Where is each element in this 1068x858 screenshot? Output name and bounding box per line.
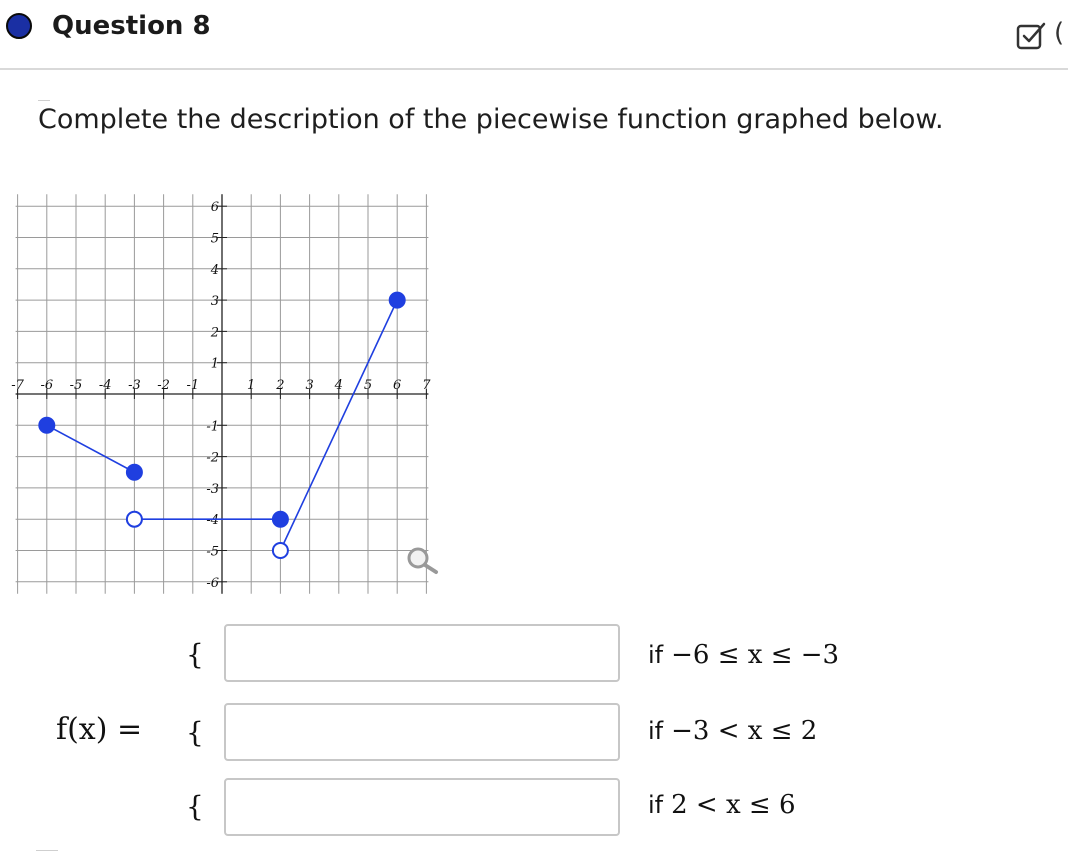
y-tick-label: 1 (210, 356, 219, 372)
question-title: Question 8 (52, 11, 211, 41)
x-tick-label: -3 (128, 378, 141, 393)
points-label: ( (1054, 18, 1065, 48)
piece-1-formula-input[interactable] (224, 624, 620, 682)
x-tick-label: -7 (11, 378, 24, 393)
brace: { (186, 716, 204, 749)
closed-endpoint (390, 293, 405, 308)
open-endpoint (273, 543, 288, 558)
function-label: f(x) = (56, 712, 143, 747)
y-tick-label: 3 (210, 294, 219, 310)
y-tick-label: 2 (210, 325, 219, 341)
brace: { (186, 638, 204, 671)
y-tick-label: 4 (210, 262, 219, 278)
closed-endpoint (273, 512, 288, 527)
y-tick-label: -2 (206, 450, 219, 466)
piece-3-condition: if 2 < x ≤ 6 (648, 790, 796, 820)
closed-endpoint (39, 418, 54, 433)
closed-endpoint (127, 465, 142, 480)
y-tick-label: -6 (206, 575, 219, 591)
x-tick-label: 3 (305, 378, 314, 393)
y-tick-label: -1 (206, 419, 219, 435)
checkbox-icon[interactable] (1016, 20, 1048, 52)
y-tick-label: -5 (206, 544, 219, 560)
x-tick-label: 7 (422, 378, 431, 393)
x-tick-label: -2 (157, 378, 170, 393)
question-prompt: Complete the description of the piecewise function graphed below. (38, 104, 944, 135)
x-tick-label: 1 (247, 378, 256, 393)
y-tick-label: 5 (210, 231, 219, 247)
x-tick-label: -5 (69, 378, 83, 393)
open-endpoint (127, 512, 142, 527)
question-header (0, 0, 1068, 70)
y-tick-label: -3 (206, 481, 219, 497)
piece-2-formula-input[interactable] (224, 703, 620, 761)
divider (38, 100, 50, 101)
status-dot-icon (6, 13, 32, 39)
x-tick-label: -4 (98, 378, 112, 393)
x-tick-label: -6 (40, 378, 54, 393)
y-tick-label: -4 (206, 513, 219, 529)
x-tick-label: -1 (186, 378, 200, 393)
piece-2-condition: if −3 < x ≤ 2 (648, 716, 818, 746)
brace: { (186, 790, 204, 823)
divider (36, 850, 58, 851)
function-graph (11, 168, 448, 591)
x-tick-label: 2 (276, 378, 285, 393)
graph-segment (47, 425, 135, 472)
x-tick-label: 6 (393, 378, 402, 393)
y-tick-label: 6 (210, 200, 219, 216)
piece-3-formula-input[interactable] (224, 778, 620, 836)
piece-1-condition: if −6 ≤ x ≤ −3 (648, 640, 840, 670)
x-tick-label: 5 (363, 378, 373, 393)
zoom-icon[interactable] (409, 549, 436, 572)
x-tick-label: 4 (334, 378, 343, 393)
